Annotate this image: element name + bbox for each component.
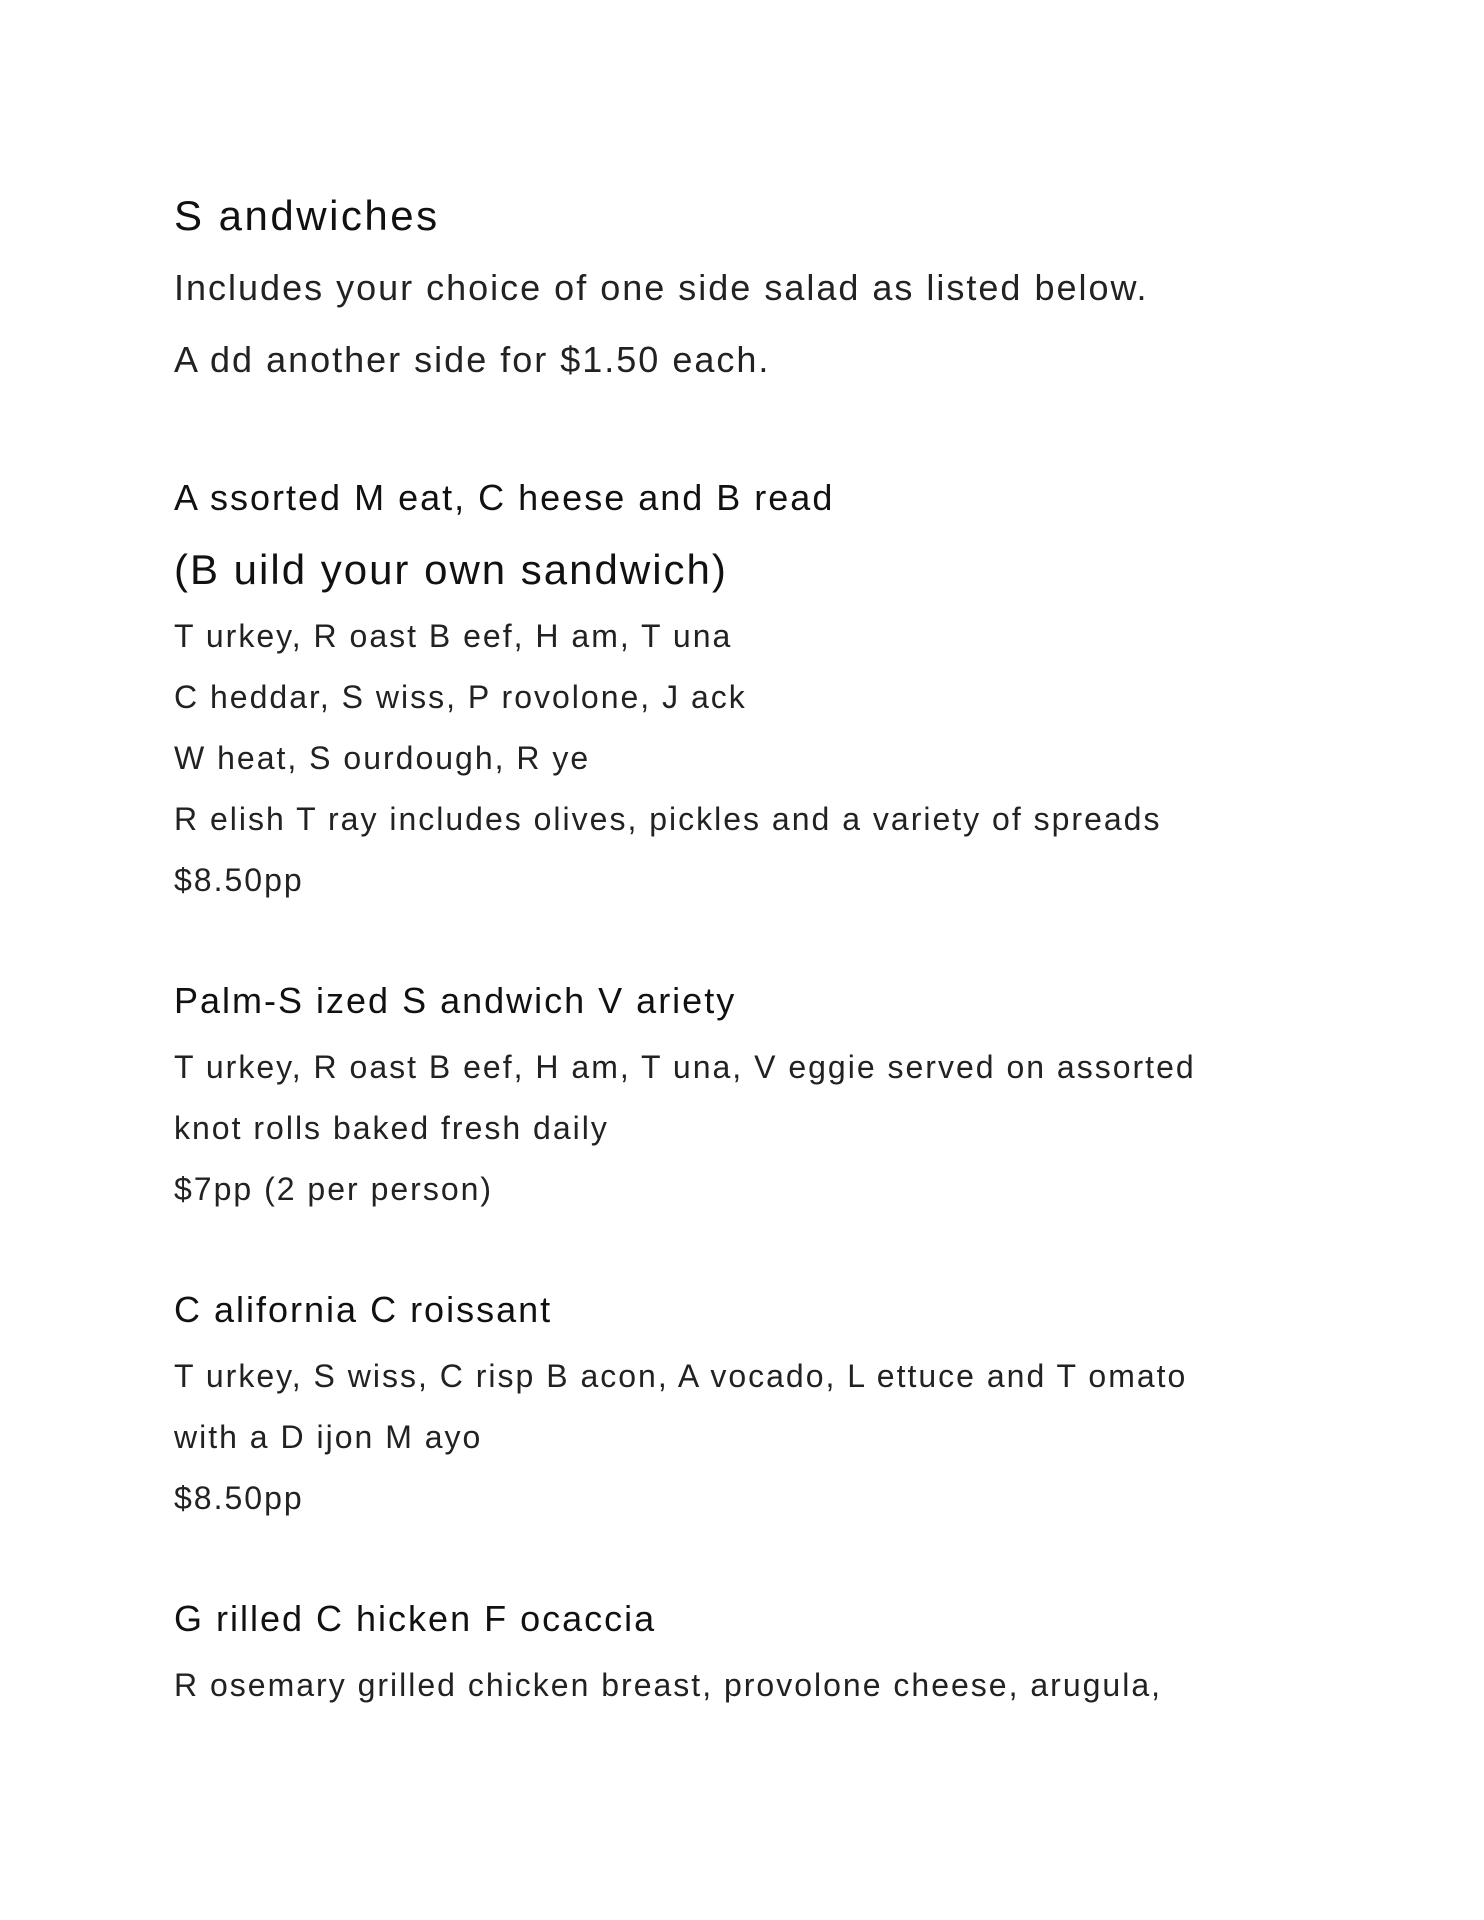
item-title: Palm-S ized S andwich V ariety bbox=[174, 980, 737, 1021]
item-price: $8.50pp bbox=[174, 1480, 304, 1516]
menu-item-california-croissant bbox=[174, 1274, 1324, 1529]
item-description-line: W heat, S ourdough, R ye bbox=[174, 740, 591, 776]
item-title: G rilled C hicken F ocaccia bbox=[174, 1598, 657, 1639]
intro-line: A dd another side for $1.50 each. bbox=[174, 339, 771, 380]
intro-line: Includes your choice of one side salad as listed below. bbox=[174, 267, 1149, 308]
menu-page bbox=[174, 180, 1324, 1716]
item-description-line: T urkey, R oast B eef, H am, T una bbox=[174, 618, 733, 654]
menu-item-assorted bbox=[174, 462, 1324, 911]
sandwiches-header bbox=[174, 180, 1324, 396]
item-description-line: C heddar, S wiss, P rovolone, J ack bbox=[174, 679, 747, 715]
item-title: A ssorted M eat, C heese and B read bbox=[174, 477, 835, 518]
item-description-line: R osemary grilled chicken breast, provolone cheese, arugula, bbox=[174, 1667, 1163, 1703]
item-subtitle: (B uild your own sandwich) bbox=[174, 546, 728, 593]
menu-item-palm-sized bbox=[174, 965, 1324, 1220]
item-title: C alifornia C roissant bbox=[174, 1289, 553, 1330]
section-title: S andwiches bbox=[174, 192, 440, 239]
item-price: $8.50pp bbox=[174, 862, 304, 898]
item-description-line: with a D ijon M ayo bbox=[174, 1419, 483, 1455]
item-description-line: knot rolls baked fresh daily bbox=[174, 1110, 609, 1146]
item-description-line: R elish T ray includes olives, pickles and a variety of spreads bbox=[174, 801, 1162, 837]
item-description-line: T urkey, R oast B eef, H am, T una, V eggie served on assorted bbox=[174, 1049, 1196, 1085]
menu-item-grilled-chicken-focaccia bbox=[174, 1583, 1324, 1716]
item-price: $7pp (2 per person) bbox=[174, 1171, 494, 1207]
item-description-line: T urkey, S wiss, C risp B acon, A vocado, L ettuce and T omato bbox=[174, 1358, 1188, 1394]
